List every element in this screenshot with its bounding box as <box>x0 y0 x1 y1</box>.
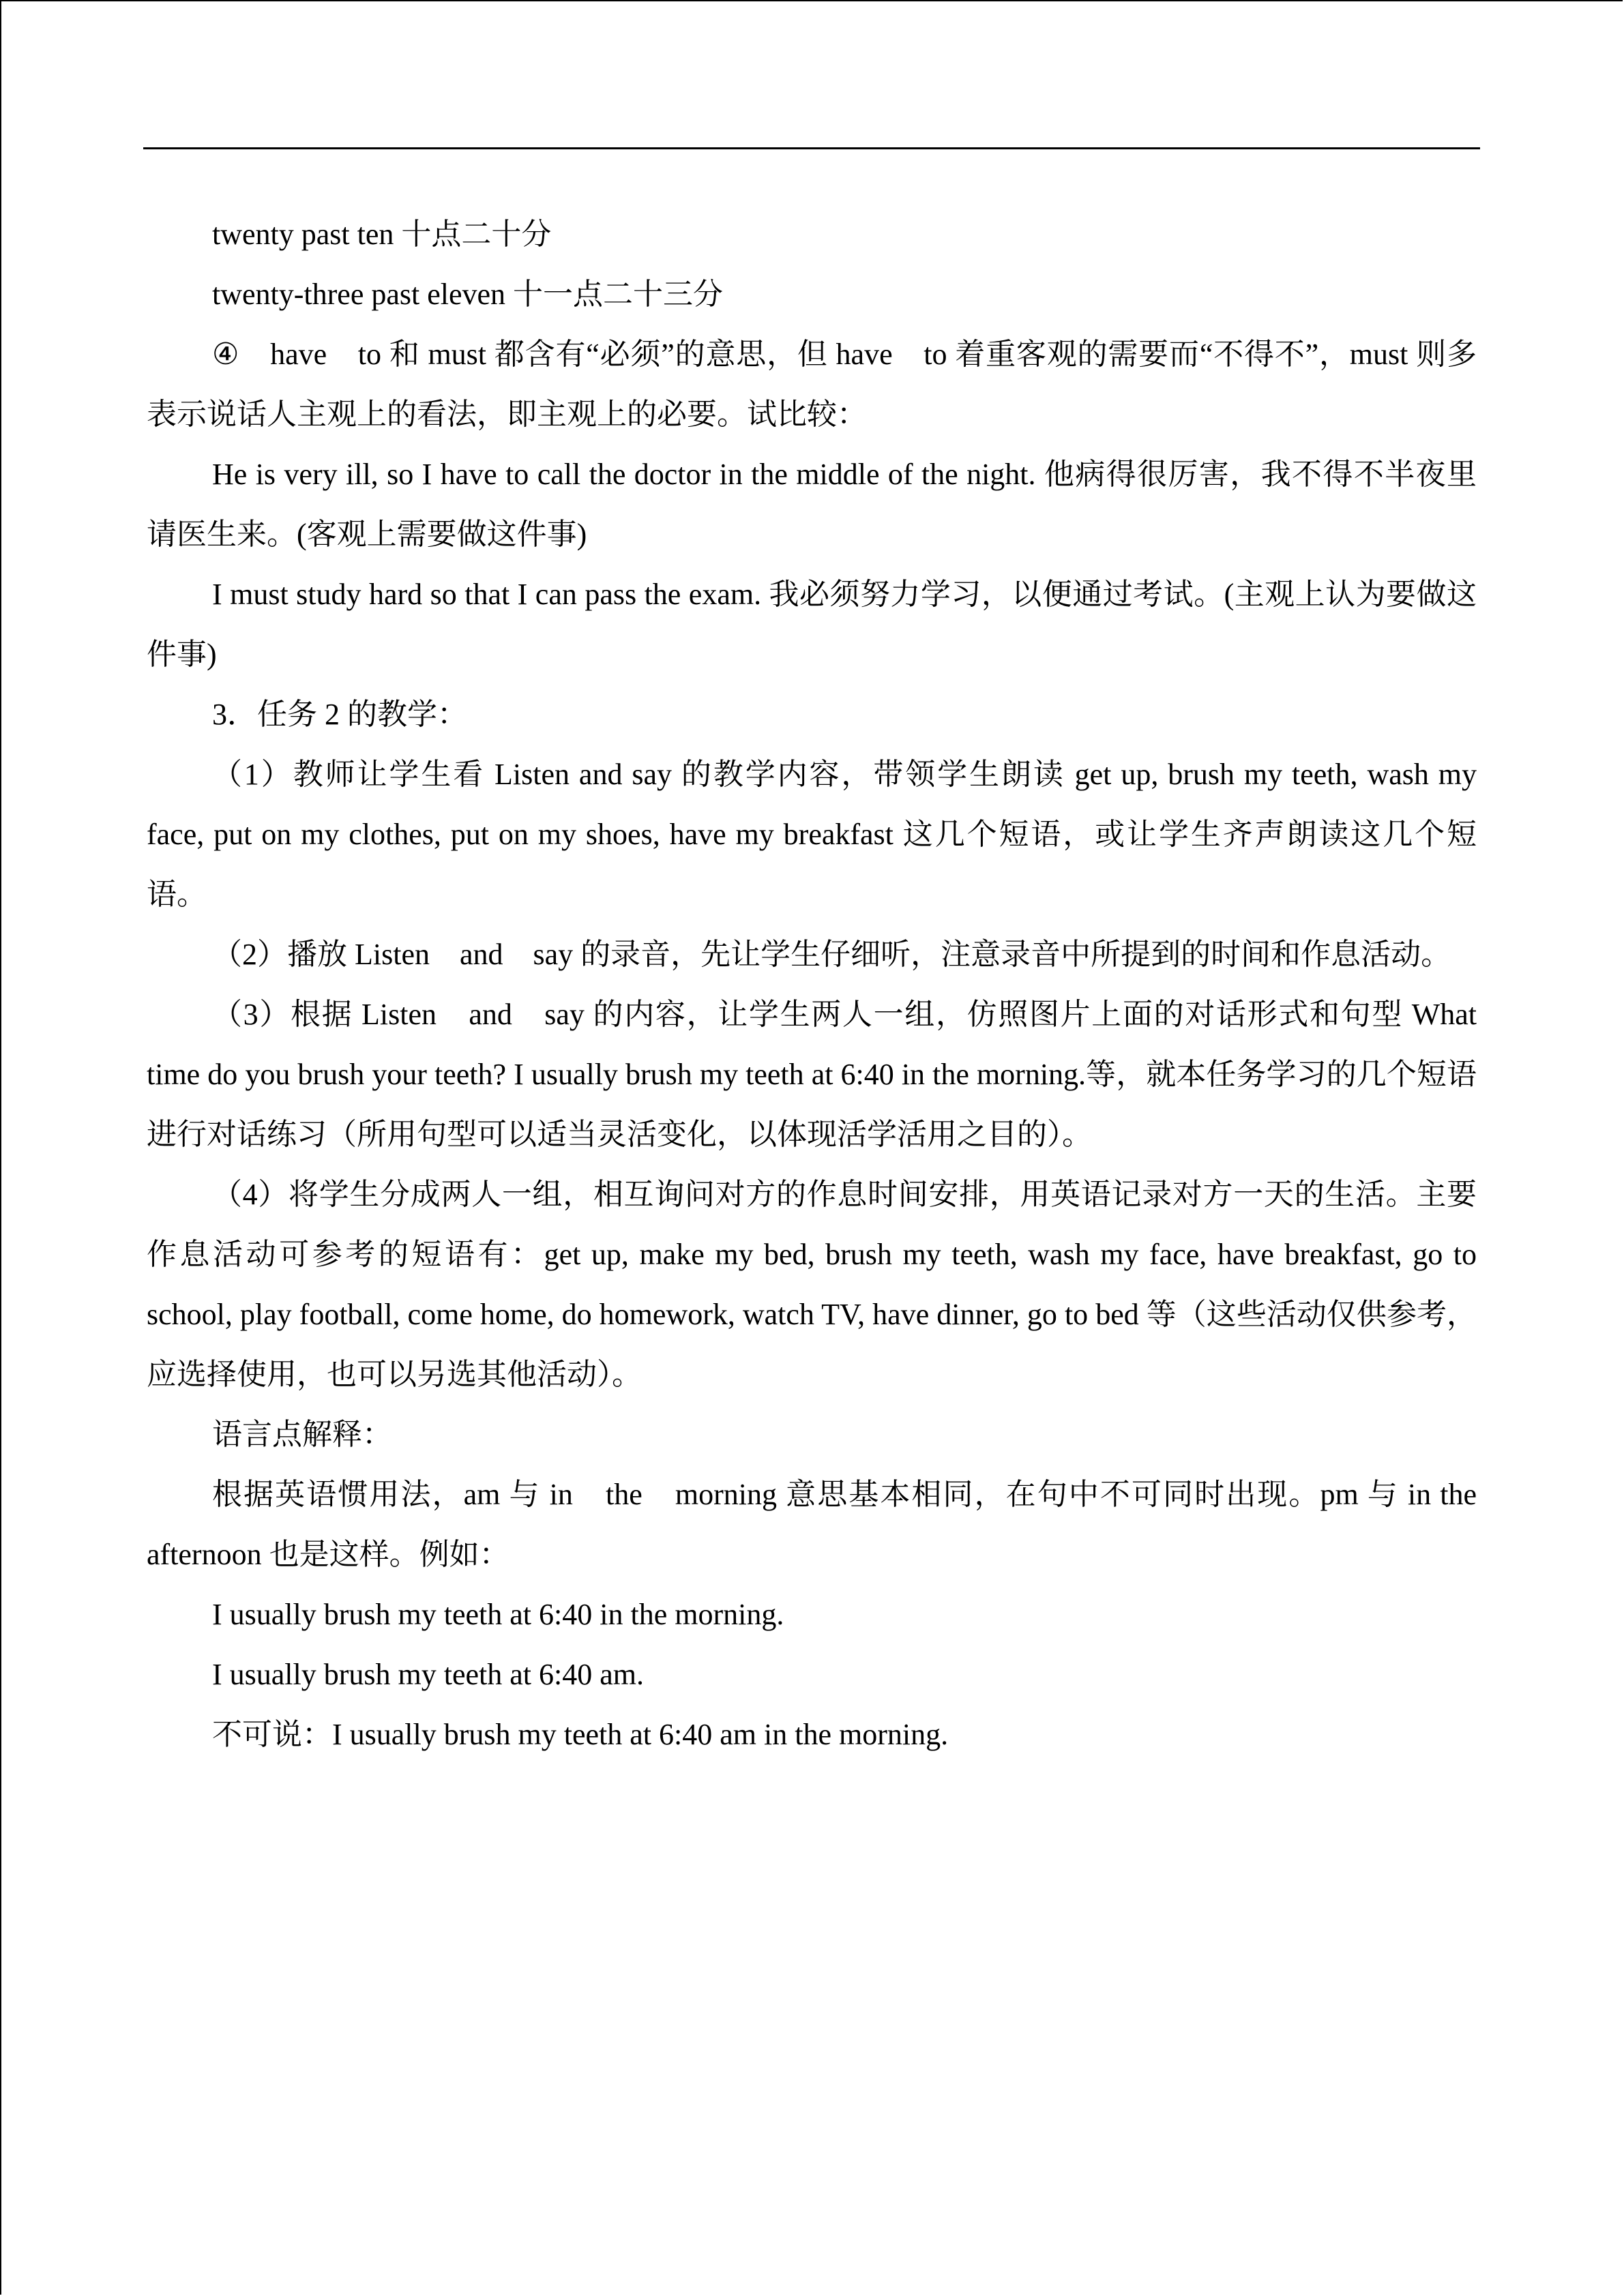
paragraph: （1）教师让学生看 Listen and say 的教学内容，带领学生朗读 get up, brush my teeth, wash my face, put on my clothes, put on my shoes, have my breakfast 这几个短语，或让学生齐声朗读这几个短语。 <box>147 758 1477 911</box>
paragraph: I must study hard so that I can pass the exam. 我必须努力学习，以便通过考试。(主观上认为要做这件事) <box>147 578 1477 671</box>
paragraph: twenty past ten 十点二十分 <box>212 218 552 251</box>
paragraph: 语言点解释： <box>212 1418 392 1451</box>
paragraph: （4）将学生分成两人一组，相互询问对方的作息时间安排，用英语记录对方一天的生活。主要作息活动可参考的短语有：get up, make my bed, brush my teeth, wash my face, have breakfast, go to school, play football, come home, do homework, watch TV, have dinner, go to bed 等（这些活动仅供参考，应选择使用，也可以另选其他活动）。 <box>147 1178 1477 1391</box>
paragraph: 根据英语惯用法，am 与 in the morning 意思基本相同，在句中不可同时出现。pm 与 in the afternoon 也是这样。例如： <box>147 1478 1477 1571</box>
paragraph: 3．任务 2 的教学： <box>212 698 467 731</box>
header-rule <box>143 147 1480 149</box>
paragraph: I usually brush my teeth at 6:40 am. <box>212 1658 644 1691</box>
paragraph: He is very ill, so I have to call the doctor in the middle of the night. 他病得很厉害，我不得不半夜里请医生来。(客观上需要做这件事) <box>147 458 1477 551</box>
paragraph: ④ have to 和 must 都含有“必须”的意思，但 have to 着重客观的需要而“不得不”，must 则多表示说话人主观上的看法，即主观上的必要。试比较： <box>147 338 1477 431</box>
paragraph: twenty-three past eleven 十一点二十三分 <box>212 278 724 311</box>
paragraph: （3）根据 Listen and say 的内容，让学生两人一组，仿照图片上面的对话形式和句型 What time do you brush your teeth? I usually brush my teeth at 6:40 in the morning.等，就本任务学习的几个短语进行对话练习（所用句型可以适当灵活变化，以体现活学活用之目的）。 <box>147 998 1477 1151</box>
paragraph: I usually brush my teeth at 6:40 in the morning. <box>212 1598 784 1631</box>
paragraph: 不可说：I usually brush my teeth at 6:40 am in the morning. <box>212 1718 949 1751</box>
paragraph: （2）播放 Listen and say 的录音，先让学生仔细听，注意录音中所提到的时间和作息活动。 <box>212 938 1451 971</box>
document-body <box>147 205 1477 1765</box>
